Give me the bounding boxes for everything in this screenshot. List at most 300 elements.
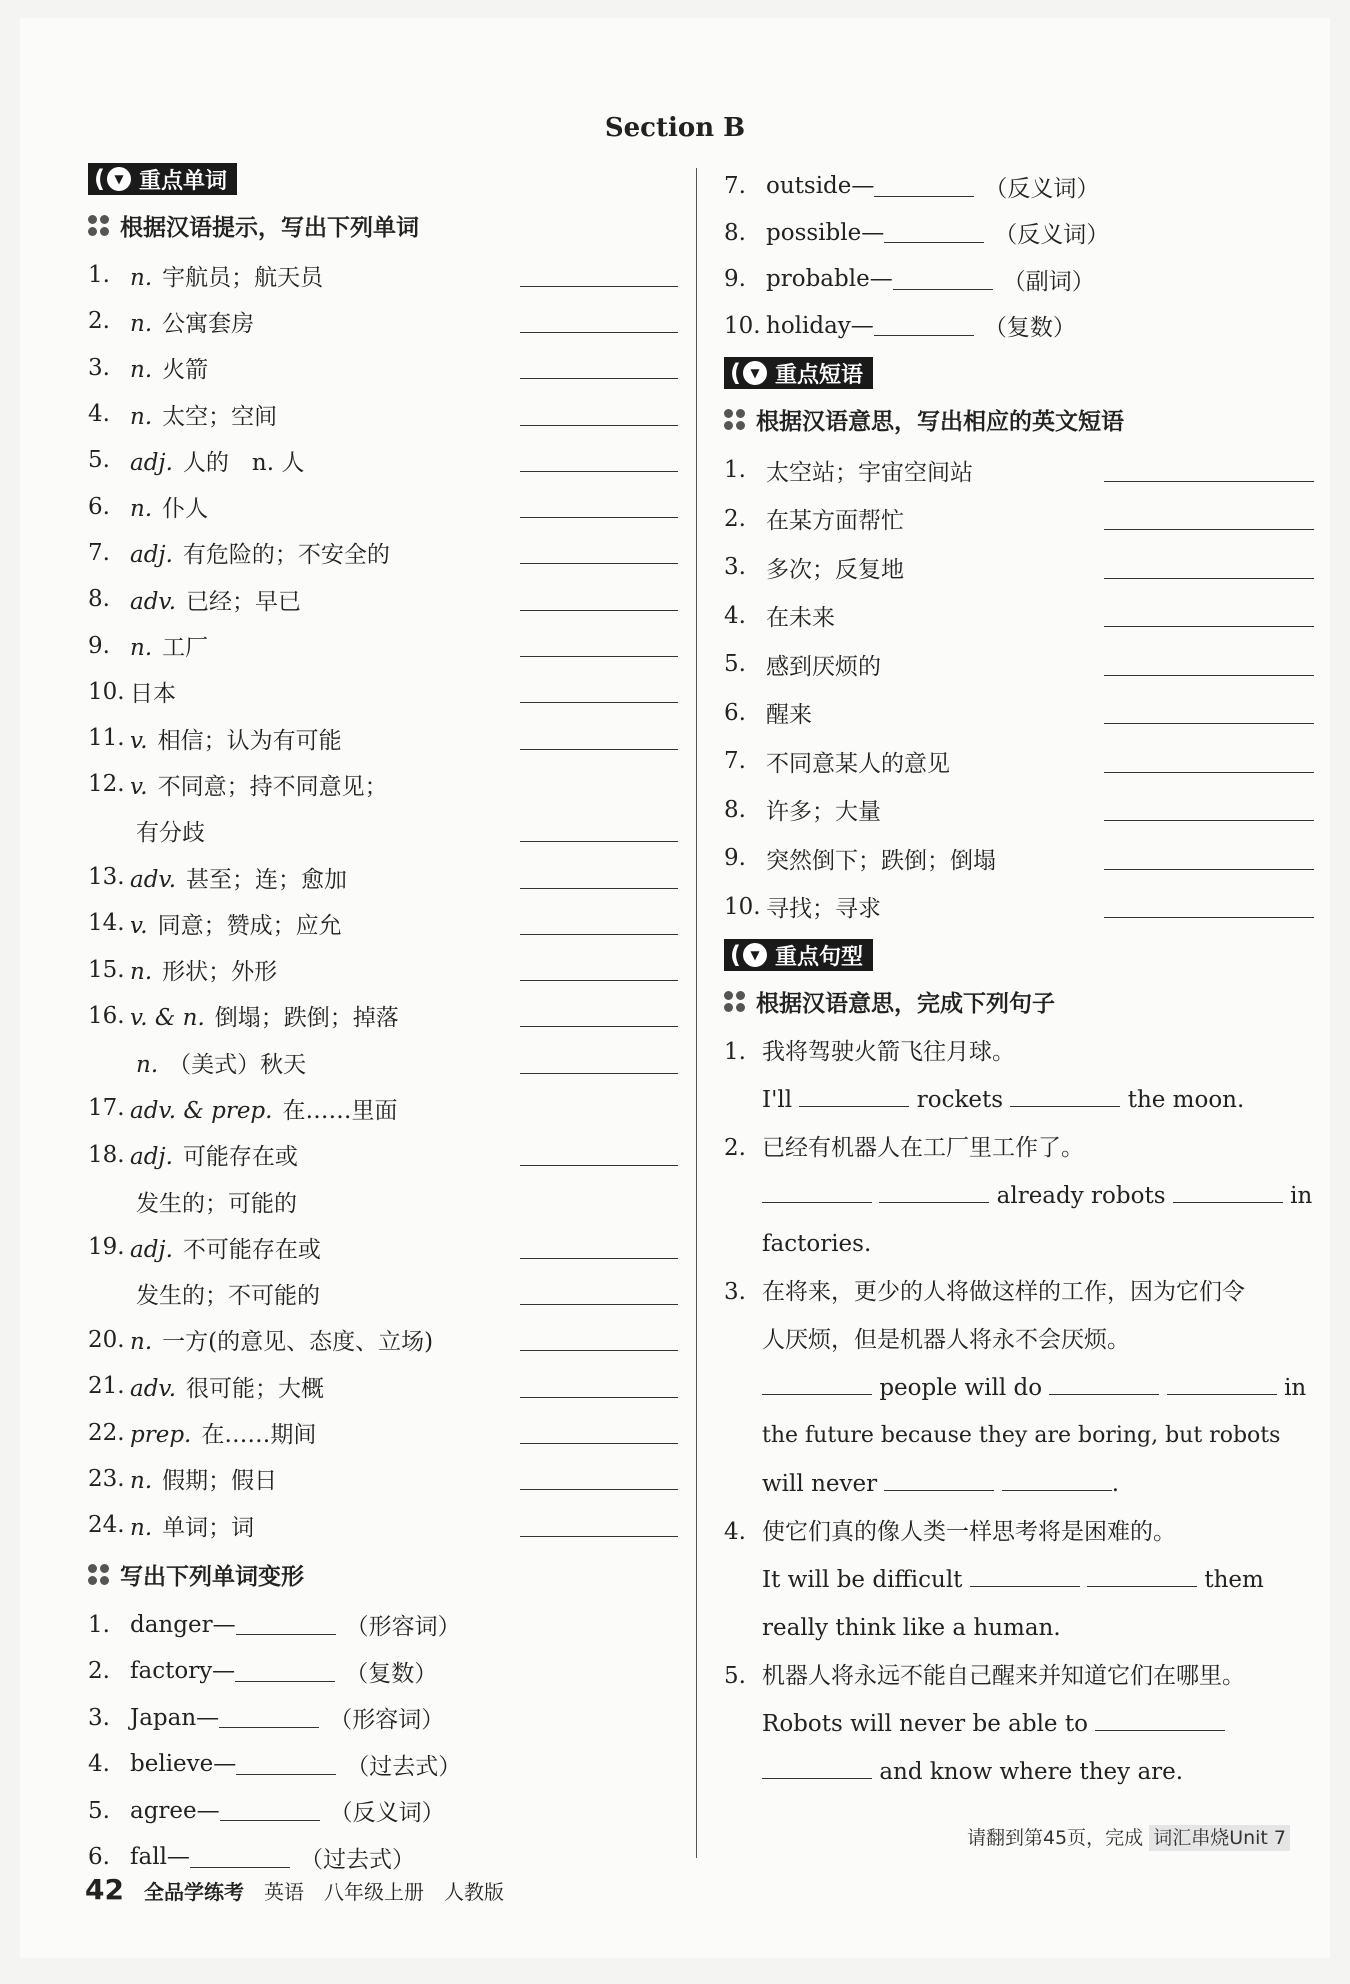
chinese-meaning: 有分歧 [136,820,205,847]
list-item [724,303,1314,350]
answer-blank[interactable] [520,264,678,287]
word-forms-list-continued [724,163,1314,349]
item-prompt [130,1046,520,1079]
item-prompt [130,861,520,894]
answer-blank[interactable] [520,819,678,842]
grade: 八年级上册 [323,1880,424,1904]
hint-label: （反义词） [984,175,1100,202]
chevron-down-icon: ▼ [107,167,131,191]
sentence-2-chinese: 2. 已经有机器人在工厂里工作了。 [724,1135,1084,1161]
item-prompt [130,1138,520,1171]
item-prompt [130,1323,520,1356]
list-item [724,446,1314,495]
list-item [88,946,678,992]
answer-blank[interactable] [1104,459,1314,482]
sentence-1-chinese: 1. 我将驾驶火箭飞往月球。 [724,1039,1015,1065]
hint-label: （形容词） [345,1614,461,1641]
list-item [724,737,1314,786]
list-item [724,163,1314,210]
answer-blank[interactable] [520,1004,678,1027]
answer-blank[interactable] [520,588,678,611]
phrase-list [724,446,1314,931]
part-of-speech: prep. [130,1422,192,1449]
answer-blank[interactable] [520,1514,678,1537]
item-number: 10. [88,678,125,705]
answer-blank[interactable] [1104,701,1314,724]
answer-blank[interactable] [1104,750,1314,773]
list-item [88,1085,678,1131]
answer-blank[interactable] [520,1051,678,1074]
answer-blank[interactable] [520,727,678,750]
item-number: 2. [88,1658,110,1685]
chinese-meaning: （美式）秋天 [168,1051,307,1078]
sentence-3-english-end: will never . [762,1471,1120,1497]
item-prompt [130,1509,520,1542]
right-column [724,163,1314,1796]
answer-blank[interactable] [1002,1470,1112,1491]
answer-blank[interactable] [236,1614,336,1635]
base-word: holiday— [766,312,874,339]
book-title: 全品学练考 [143,1880,244,1904]
chinese-phrase: 许多；大量 [766,799,881,826]
sentence-3-chinese-cont: 人厌烦，但是机器人将永不会厌烦。 [762,1327,1130,1353]
list-item [88,530,678,576]
chinese-meaning: 火箭 [162,357,209,384]
answer-blank[interactable] [884,1470,994,1491]
item-number: 1. [88,262,110,289]
item-prompt [130,1416,520,1449]
answer-blank[interactable] [762,1758,872,1779]
answer-blank[interactable] [762,1374,872,1395]
key-sentences-badge: ( ▼ 重点句型 [724,939,873,971]
hint-label: （过去式） [346,1753,462,1780]
item-prompt [130,675,520,708]
hint-label: （副词） [1002,268,1095,295]
item-prompt [130,1277,520,1310]
item-number: 17. [88,1095,125,1122]
hint-label: （复数） [345,1660,438,1687]
hint-label: （过去式） [299,1846,415,1873]
answer-blank[interactable] [520,1328,678,1351]
part-of-speech: v. [130,773,148,800]
list-item [88,1363,678,1409]
item-number: 20. [88,1326,125,1353]
list-item [88,1178,678,1224]
item-prompt [130,722,520,755]
base-word: outside— [766,173,875,200]
list-item [88,808,678,854]
hint-label: （复数） [983,315,1076,342]
answer-blank[interactable] [1173,1182,1283,1203]
chinese-meaning: 同意；赞成；应允 [157,912,342,939]
item-number: 23. [88,1465,125,1492]
chinese-meaning: 发生的；不可能的 [136,1283,320,1310]
hint-label: （反义词） [329,1800,445,1827]
list-item [88,854,678,900]
sentences-instruction: 根据汉语意思，完成下列句子 [724,985,1314,1018]
item-number: 24. [88,1512,125,1539]
part-of-speech: adv. [130,588,177,615]
worksheet-page [20,18,1330,1958]
item-prompt [130,1092,678,1125]
item-prompt [130,444,520,477]
part-of-speech: adj. [130,1236,173,1263]
continue-note: 请翻到第45页，完成 词汇串烧Unit 7 [967,1823,1290,1850]
list-item [88,1456,678,1502]
key-words-badge: ( ▼ 重点单词 [88,163,237,195]
list-item [88,622,678,668]
list-item [88,437,678,483]
list-item [88,993,678,1039]
list-item [88,1039,678,1085]
list-item [88,669,678,715]
chinese-phrase: 醒来 [766,702,812,729]
chinese-meaning: 单词；词 [162,1514,255,1541]
list-item [88,1648,678,1695]
answer-blank[interactable] [520,356,678,379]
part-of-speech: n. [130,959,153,986]
part-of-speech: adj. [130,1144,173,1171]
answer-blank[interactable] [1104,847,1314,870]
list-item [88,1741,678,1788]
list-item [88,761,678,807]
list-item [88,1502,678,1548]
chinese-meaning: 甚至；连；愈加 [186,866,348,893]
hint-label: （反义词） [994,222,1110,249]
list-item [88,1694,678,1741]
sentence-5-english-cont: and know where they are. [724,1748,1314,1796]
answer-blank[interactable] [520,912,678,935]
answer-blank[interactable] [520,541,678,564]
part-of-speech: adj. [130,542,173,569]
list-item [724,256,1314,303]
answer-blank[interactable] [520,449,678,472]
answer-blank[interactable] [1104,507,1314,530]
answer-blank[interactable] [520,866,678,889]
part-of-speech: n. [130,264,153,291]
item-number: 4. [724,602,746,629]
answer-blank[interactable] [1087,1566,1197,1587]
list-item [88,1787,678,1834]
chinese-meaning: 不同意；持不同意见； [157,773,388,800]
list-item [88,900,678,946]
answer-blank[interactable] [520,495,678,518]
item-prompt [130,490,520,523]
answer-blank[interactable] [190,1847,290,1868]
sentence-3-english: people will do in [724,1364,1314,1412]
chinese-phrase: 感到厌烦的 [766,653,881,680]
answer-blank[interactable] [520,634,678,657]
chinese-meaning: 在……期间 [201,1422,317,1449]
part-of-speech: v. [130,912,148,939]
item-number: 8. [88,586,110,613]
chinese-phrase: 突然倒下；跌倒；倒塌 [766,847,996,874]
part-of-speech: n. [130,496,153,523]
chinese-meaning: 一方(的意见、态度、立场) [162,1329,434,1356]
list-item [724,640,1314,689]
item-number: 22. [88,1419,125,1446]
item-number: 13. [88,864,125,890]
item-prompt [130,1231,520,1264]
base-word: possible— [766,219,885,246]
key-phrases-badge: ( ▼ 重点短语 [724,357,873,389]
item-number: 3. [724,554,746,581]
chevron-down-icon: ▼ [743,361,767,385]
item-number: 19. [88,1234,125,1261]
answer-blank[interactable] [799,1086,909,1107]
item-number: 2. [724,505,746,532]
part-of-speech: n. [130,1514,153,1541]
base-word: factory— [130,1658,236,1685]
list-item [724,834,1314,883]
list-item [88,345,678,391]
answer-blank[interactable] [1104,653,1314,676]
list-item [88,1132,678,1178]
part-of-speech: n. [130,1468,153,1495]
answer-blank[interactable] [970,1566,1080,1587]
answer-blank[interactable] [219,1707,319,1728]
answer-blank[interactable] [1104,604,1314,627]
answer-blank[interactable] [1104,798,1314,821]
answer-blank[interactable] [520,1467,678,1490]
item-number: 11. [88,725,125,752]
item-prompt [130,953,520,986]
part-of-speech: adv. [130,866,177,893]
chinese-meaning: 已经；早已 [186,588,302,615]
chinese-meaning: 宇航员；航天员 [162,264,324,291]
item-number: 9. [724,266,746,293]
item-number: 10. [724,312,761,339]
sentence-4-english-cont: really think like a human. [762,1615,1061,1641]
part-of-speech: n. [130,310,153,337]
chinese-meaning: 很可能；大概 [186,1375,325,1402]
sentence-1-english: I'll rockets the moon. [762,1087,1245,1113]
phrases-instruction: 根据汉语意思，写出相应的英文短语 [724,403,1314,436]
dots-icon [88,1564,110,1586]
answer-blank[interactable] [236,1754,336,1775]
list-item [88,1271,678,1317]
item-number: 2. [88,308,110,335]
part-of-speech: n. [130,357,153,384]
item-number: 1. [88,1611,110,1638]
list-item [724,689,1314,738]
chinese-meaning: 日本 [130,681,176,708]
sentence-2-english: already robots in [724,1172,1314,1220]
item-number: 9. [724,845,746,872]
item-prompt [130,305,520,338]
list-item [88,1409,678,1455]
item-number: 9. [88,632,110,659]
sentence-3-english-cont: the future because they are boring, but robots [762,1423,1281,1448]
list-item [88,298,678,344]
list-item [88,715,678,761]
answer-blank[interactable] [1095,1710,1225,1731]
part-of-speech: n. [130,403,153,430]
chinese-meaning: 公寓套房 [162,310,255,337]
answer-blank[interactable] [520,1143,678,1166]
item-number: 5. [88,1797,110,1824]
base-word: probable— [766,266,893,293]
answer-blank[interactable] [520,958,678,981]
chinese-phrase: 在某方面帮忙 [766,508,904,535]
chinese-meaning: 太空；空间 [162,403,278,430]
answer-blank[interactable] [1049,1374,1159,1395]
column-divider [696,168,697,1858]
item-number: 5. [88,447,110,474]
sentence-3-chinese: 3. 在将来，更少的人将做这样的工作，因为它们令 [724,1279,1245,1305]
item-number: 6. [724,699,746,726]
chinese-meaning: 形状；外形 [162,959,278,986]
part-of-speech: adv. & prep. [130,1097,273,1124]
item-number: 12. [88,771,125,798]
list-item [88,1224,678,1270]
item-number: 15. [88,956,125,983]
item-prompt [130,814,520,847]
chinese-meaning: 相信；认为有可能 [157,727,342,754]
word-list [88,252,678,1548]
item-number: 10. [724,893,761,920]
chinese-meaning: 倒塌；跌倒；掉落 [214,1005,399,1032]
words-instruction: 根据汉语提示，写出下列单词 [88,209,678,242]
answer-blank[interactable] [220,1800,320,1821]
base-word: agree— [130,1797,220,1824]
answer-blank[interactable] [893,269,993,290]
part-of-speech: n. [130,1329,153,1356]
item-number: 4. [88,1751,110,1778]
item-prompt [130,583,520,616]
dots-icon [724,409,746,431]
item-number: 3. [88,1704,110,1731]
item-number: 18. [88,1141,125,1168]
part-of-speech: n. [130,635,153,662]
part-of-speech: v. & n. [130,1005,205,1032]
answer-blank[interactable] [235,1661,335,1682]
answer-blank[interactable] [520,1236,678,1259]
list-item [724,543,1314,592]
page-number: 42 [85,1873,124,1906]
forms-instruction: 写出下列单词变形 [88,1558,678,1591]
chinese-meaning: 仆人 [162,496,209,523]
base-word: Japan— [130,1704,220,1731]
section-title: Section B [604,113,746,143]
answer-blank[interactable] [762,1182,872,1203]
item-prompt [130,259,520,292]
subject: 英语 [263,1880,304,1904]
part-of-speech: n. [136,1051,159,1078]
sentence-4-chinese: 4. 使它们真的像人类一样思考将是困难的。 [724,1519,1176,1545]
base-word: danger— [130,1611,236,1638]
chevron-down-icon: ▼ [743,943,767,967]
list-item [88,391,678,437]
list-item [88,1317,678,1363]
chinese-meaning: 工厂 [162,635,209,662]
answer-blank[interactable] [520,1282,678,1305]
item-prompt [130,768,678,801]
list-item [724,495,1314,544]
item-prompt [130,536,520,569]
list-item [88,483,678,529]
chinese-meaning: 在……里面 [282,1097,398,1124]
edition: 人教版 [443,1880,504,1904]
sentence-2-english-cont: factories. [762,1231,872,1257]
answer-blank[interactable] [520,1375,678,1398]
chinese-phrase: 在未来 [766,605,835,632]
part-of-speech: adv. [130,1375,177,1402]
item-number: 21. [88,1373,125,1400]
item-prompt [130,1370,520,1403]
item-prompt [130,1462,520,1495]
base-word: fall— [130,1844,190,1871]
item-prompt [130,351,520,384]
answer-blank[interactable] [1104,556,1314,579]
chinese-meaning: 人的 n. 人 [182,449,305,476]
list-item [724,592,1314,641]
answer-blank[interactable] [1167,1374,1277,1395]
item-number: 6. [88,1844,110,1871]
item-prompt [130,907,520,940]
dots-icon [724,991,746,1013]
item-number: 16. [88,1002,125,1029]
chinese-phrase: 多次；反复地 [766,556,904,583]
chinese-phrase: 寻找；寻求 [766,896,881,923]
chinese-phrase: 不同意某人的意见 [766,750,950,777]
list-item [724,883,1314,932]
item-prompt [130,1185,678,1218]
answer-blank[interactable] [874,315,974,336]
item-number: 1. [724,457,746,484]
answer-blank[interactable] [1104,895,1314,918]
answer-blank[interactable] [520,680,678,703]
chinese-meaning: 假期；假日 [162,1468,278,1495]
answer-blank[interactable] [520,403,678,426]
item-number: 7. [724,748,746,775]
chinese-meaning: 有危险的；不安全的 [182,542,390,569]
page-footer [85,1873,504,1906]
dots-icon [88,215,110,237]
list-item [724,786,1314,835]
answer-blank[interactable] [884,222,984,243]
part-of-speech: v. [130,727,148,754]
word-forms-list [88,1601,678,1880]
item-number: 8. [724,796,746,823]
item-number: 3. [88,354,110,381]
item-number: 7. [88,539,110,566]
hint-label: （形容词） [329,1707,445,1734]
item-number: 7. [724,173,746,200]
list-item [724,210,1314,257]
chinese-meaning: 不可能存在或 [182,1236,321,1263]
base-word: believe— [130,1751,237,1778]
list-item [88,1601,678,1648]
item-number: 8. [724,219,746,246]
list-item [88,252,678,298]
chinese-meaning: 可能存在或 [182,1144,298,1171]
item-prompt [130,999,520,1032]
answer-blank[interactable] [1010,1086,1120,1107]
item-number: 6. [88,493,110,520]
chinese-phrase: 太空站；宇宙空间站 [766,459,973,486]
part-of-speech: adj. [130,449,173,476]
left-column [88,163,678,1880]
answer-blank[interactable] [520,310,678,333]
item-number: 5. [724,651,746,678]
answer-blank[interactable] [520,1421,678,1444]
sentence-exercises [724,1028,1314,1796]
chinese-meaning: 发生的；可能的 [136,1190,297,1217]
sentence-4-english: It will be difficult them [762,1567,1264,1593]
answer-blank[interactable] [874,176,974,197]
answer-blank[interactable] [879,1182,989,1203]
